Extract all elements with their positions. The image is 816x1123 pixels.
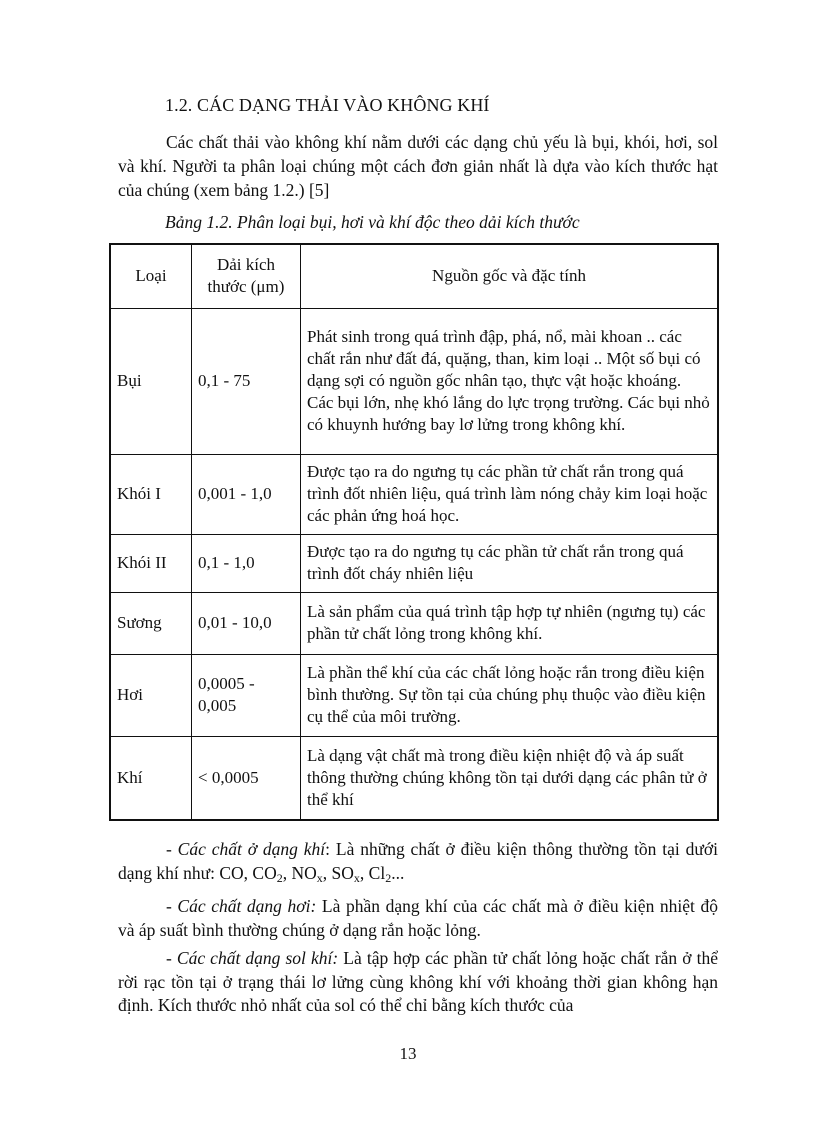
paragraph-vapor-text: Là phần dạng khí của các chất mà ở điều kiện nhiệt độ và áp suất bình thường chúng ở dạng rắn hoặc lỏng. [118, 896, 718, 940]
paragraph-aerosol-text: Là tập hợp các phần tử chất lỏng hoặc chất rắn ở thể rời rạc tồn tại ở trạng thái lơ lửng cùng không khí với khoảng thời gian không hạn định. Kích thước nhỏ nhất của sol có thể chỉ bằng kích thước của [118, 948, 718, 1015]
subscript: 2 [276, 870, 283, 885]
row-size: 0,1 - 75 [192, 308, 301, 454]
term-vapor: - Các chất dạng hơi: [166, 896, 317, 916]
paragraph-gas-text: : Là những chất ở điều kiện thông thường tồn tại dưới dạng khí như: CO, CO [118, 839, 718, 883]
subscript: x [316, 870, 323, 885]
subscript: x [353, 870, 360, 885]
paragraph-vapor [118, 895, 718, 942]
row-size: < 0,0005 [192, 736, 301, 820]
term-gas: - Các chất ở dạng khí [166, 839, 326, 859]
row-type: Hơi [110, 654, 192, 736]
page-number: 13 [399, 1044, 417, 1063]
paragraph-gas-text: ... [391, 862, 405, 883]
row-description: Là phần thể khí của các chất lỏng hoặc rắn trong điều kiện bình thường. Sự tồn tại của chúng phụ thuộc vào điều kiện cụ thể của môi trường. [301, 654, 719, 736]
row-type: Sương [110, 592, 192, 654]
table-row [110, 454, 718, 534]
paragraph-gas-text: , Cl [359, 862, 386, 883]
table-row [110, 308, 718, 454]
paragraph-gas-text: , NO [282, 862, 317, 883]
intro-text: Các chất thải vào không khí nằm dưới các dạng chủ yếu là bụi, khói, hơi, sol và khí. Người ta phân loại chúng một cách đơn giản nhất là dựa vào kích thước hạt của chúng (xem bảng 1.2.) [5] [118, 132, 718, 200]
section-heading: 1.2. CÁC DẠNG THẢI VÀO KHÔNG KHÍ [165, 95, 490, 115]
table-row [110, 736, 718, 820]
header-origin: Nguồn gốc và đặc tính [301, 244, 719, 308]
row-type: Khí [110, 736, 192, 820]
row-type: Khói I [110, 454, 192, 534]
row-size: 0,0005 - 0,005 [192, 654, 301, 736]
header-type: Loại [110, 244, 192, 308]
row-size: 0,1 - 1,0 [192, 534, 301, 592]
row-description: Được tạo ra do ngưng tụ các phần tử chất rắn trong quá trình đốt cháy nhiên liệu [301, 534, 719, 592]
row-description: Là sản phẩm của quá trình tập hợp tự nhiên (ngưng tụ) các phần tử chất lỏng trong không khí. [301, 592, 719, 654]
row-description: Được tạo ra do ngưng tụ các phần tử chất rắn trong quá trình đốt nhiên liệu, quá trình làm nóng chảy kim loại hoặc các phản ứng hoá học. [301, 454, 719, 534]
term-aerosol: - Các chất dạng sol khí: [166, 948, 339, 968]
row-size: 0,01 - 10,0 [192, 592, 301, 654]
paragraph-aerosol [118, 947, 718, 1018]
table-row [110, 592, 718, 654]
row-description: Phát sinh trong quá trình đập, phá, nổ, mài khoan .. các chất rắn như đất đá, quặng, than, kim loại .. Một số bụi có dạng sợi có nguồn gốc nhân tạo, thực vật hoặc khoáng. Các bụi lớn, nhẹ khó lắng do lực trọng trường. Các bụi nhỏ có khuynh hướng bay lơ lửng trong không khí. [301, 308, 719, 454]
row-description: Là dạng vật chất mà trong điều kiện nhiệt độ và áp suất thông thường chúng không tồn tại dưới dạng các phân tử ở thể khí [301, 736, 719, 820]
intro-paragraph [118, 130, 718, 202]
table-row [110, 654, 718, 736]
body-text [118, 838, 718, 1023]
table-caption: Bảng 1.2. Phân loại bụi, hơi và khí độc theo dải kích thước [165, 212, 580, 232]
table-row [110, 534, 718, 592]
header-size: Dải kích thước (μm) [192, 244, 301, 308]
table-header-row [110, 244, 718, 308]
subscript: 2 [385, 870, 392, 885]
row-type: Bụi [110, 308, 192, 454]
paragraph-gas-text: , SO [322, 862, 354, 883]
classification-table [109, 243, 719, 821]
row-size: 0,001 - 1,0 [192, 454, 301, 534]
paragraph-gas [118, 838, 718, 890]
row-type: Khói II [110, 534, 192, 592]
